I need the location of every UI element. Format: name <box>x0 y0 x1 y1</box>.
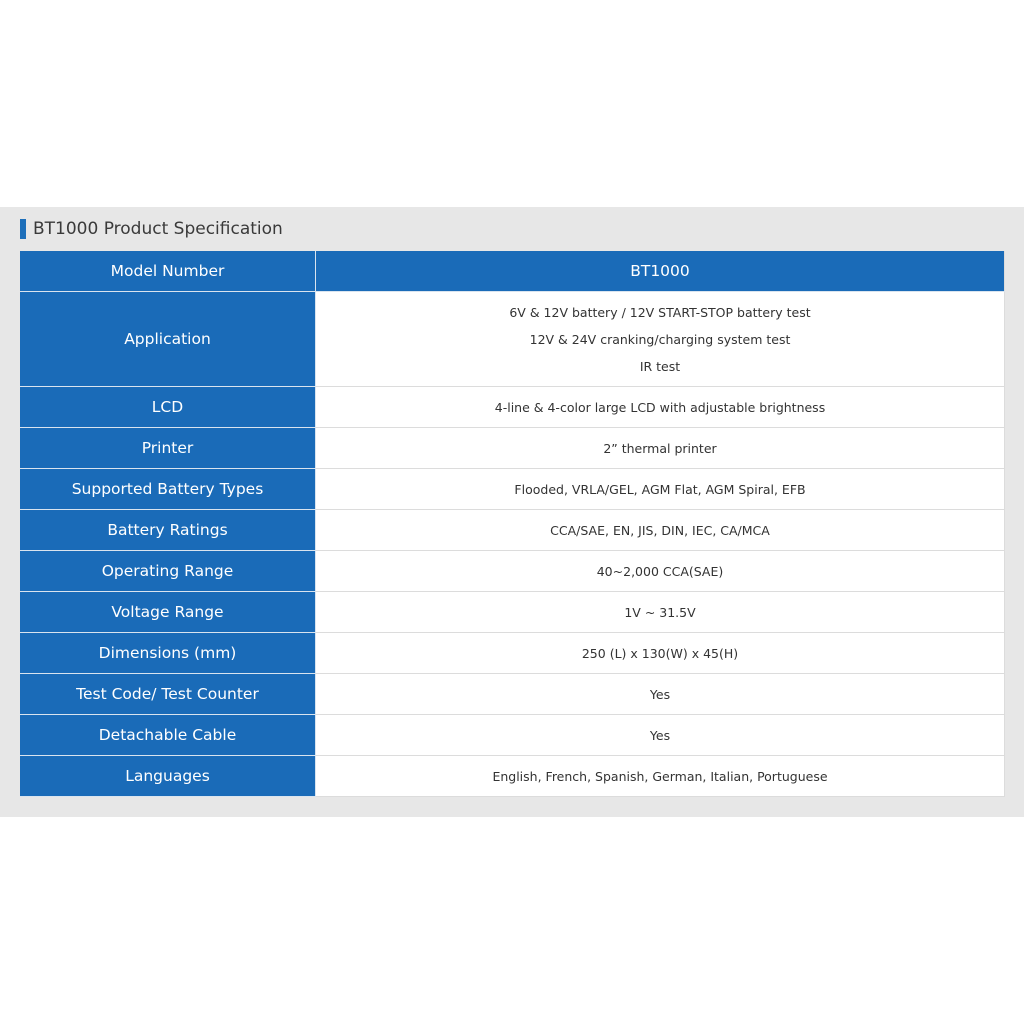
table-row <box>20 428 1005 469</box>
row-label: Languages <box>20 756 316 797</box>
table-row <box>20 674 1005 715</box>
header-value: BT1000 <box>316 251 1005 292</box>
table-row <box>20 756 1005 797</box>
row-label: Application <box>20 292 316 387</box>
spec-table <box>20 251 1005 797</box>
application-line: 12V & 24V cranking/charging system test <box>529 331 791 347</box>
row-label: LCD <box>20 387 316 428</box>
table-row <box>20 715 1005 756</box>
table-row <box>20 551 1005 592</box>
row-label: Voltage Range <box>20 592 316 633</box>
table-row <box>20 387 1005 428</box>
row-label: Battery Ratings <box>20 510 316 551</box>
table-row <box>20 292 1005 387</box>
table-row <box>20 592 1005 633</box>
section-heading <box>20 218 283 240</box>
table-row <box>20 633 1005 674</box>
row-value: CCA/SAE, EN, JIS, DIN, IEC, CA/MCA <box>316 510 1005 551</box>
row-value: Flooded, VRLA/GEL, AGM Flat, AGM Spiral, EFB <box>316 469 1005 510</box>
application-line: 6V & 12V battery / 12V START-STOP battery test <box>509 304 811 320</box>
row-label: Detachable Cable <box>20 715 316 756</box>
row-value: 1V ~ 31.5V <box>316 592 1005 633</box>
heading-accent-bar <box>20 219 26 239</box>
row-value: 2” thermal printer <box>316 428 1005 469</box>
application-line: IR test <box>639 358 681 374</box>
spec-panel <box>0 207 1024 817</box>
row-value: Yes <box>316 674 1005 715</box>
row-label: Printer <box>20 428 316 469</box>
row-value: 40~2,000 CCA(SAE) <box>316 551 1005 592</box>
row-value: English, French, Spanish, German, Italian, Portuguese <box>316 756 1005 797</box>
row-label: Supported Battery Types <box>20 469 316 510</box>
table-header-row <box>20 251 1005 292</box>
row-value: 250 (L) x 130(W) x 45(H) <box>316 633 1005 674</box>
row-label: Test Code/ Test Counter <box>20 674 316 715</box>
header-label: Model Number <box>20 251 316 292</box>
row-value: 4-line & 4-color large LCD with adjustable brightness <box>316 387 1005 428</box>
table-row <box>20 469 1005 510</box>
row-label: Operating Range <box>20 551 316 592</box>
row-value <box>316 292 1005 387</box>
table-row <box>20 510 1005 551</box>
row-value: Yes <box>316 715 1005 756</box>
row-label: Dimensions (mm) <box>20 633 316 674</box>
page-title: BT1000 Product Specification <box>33 219 283 239</box>
